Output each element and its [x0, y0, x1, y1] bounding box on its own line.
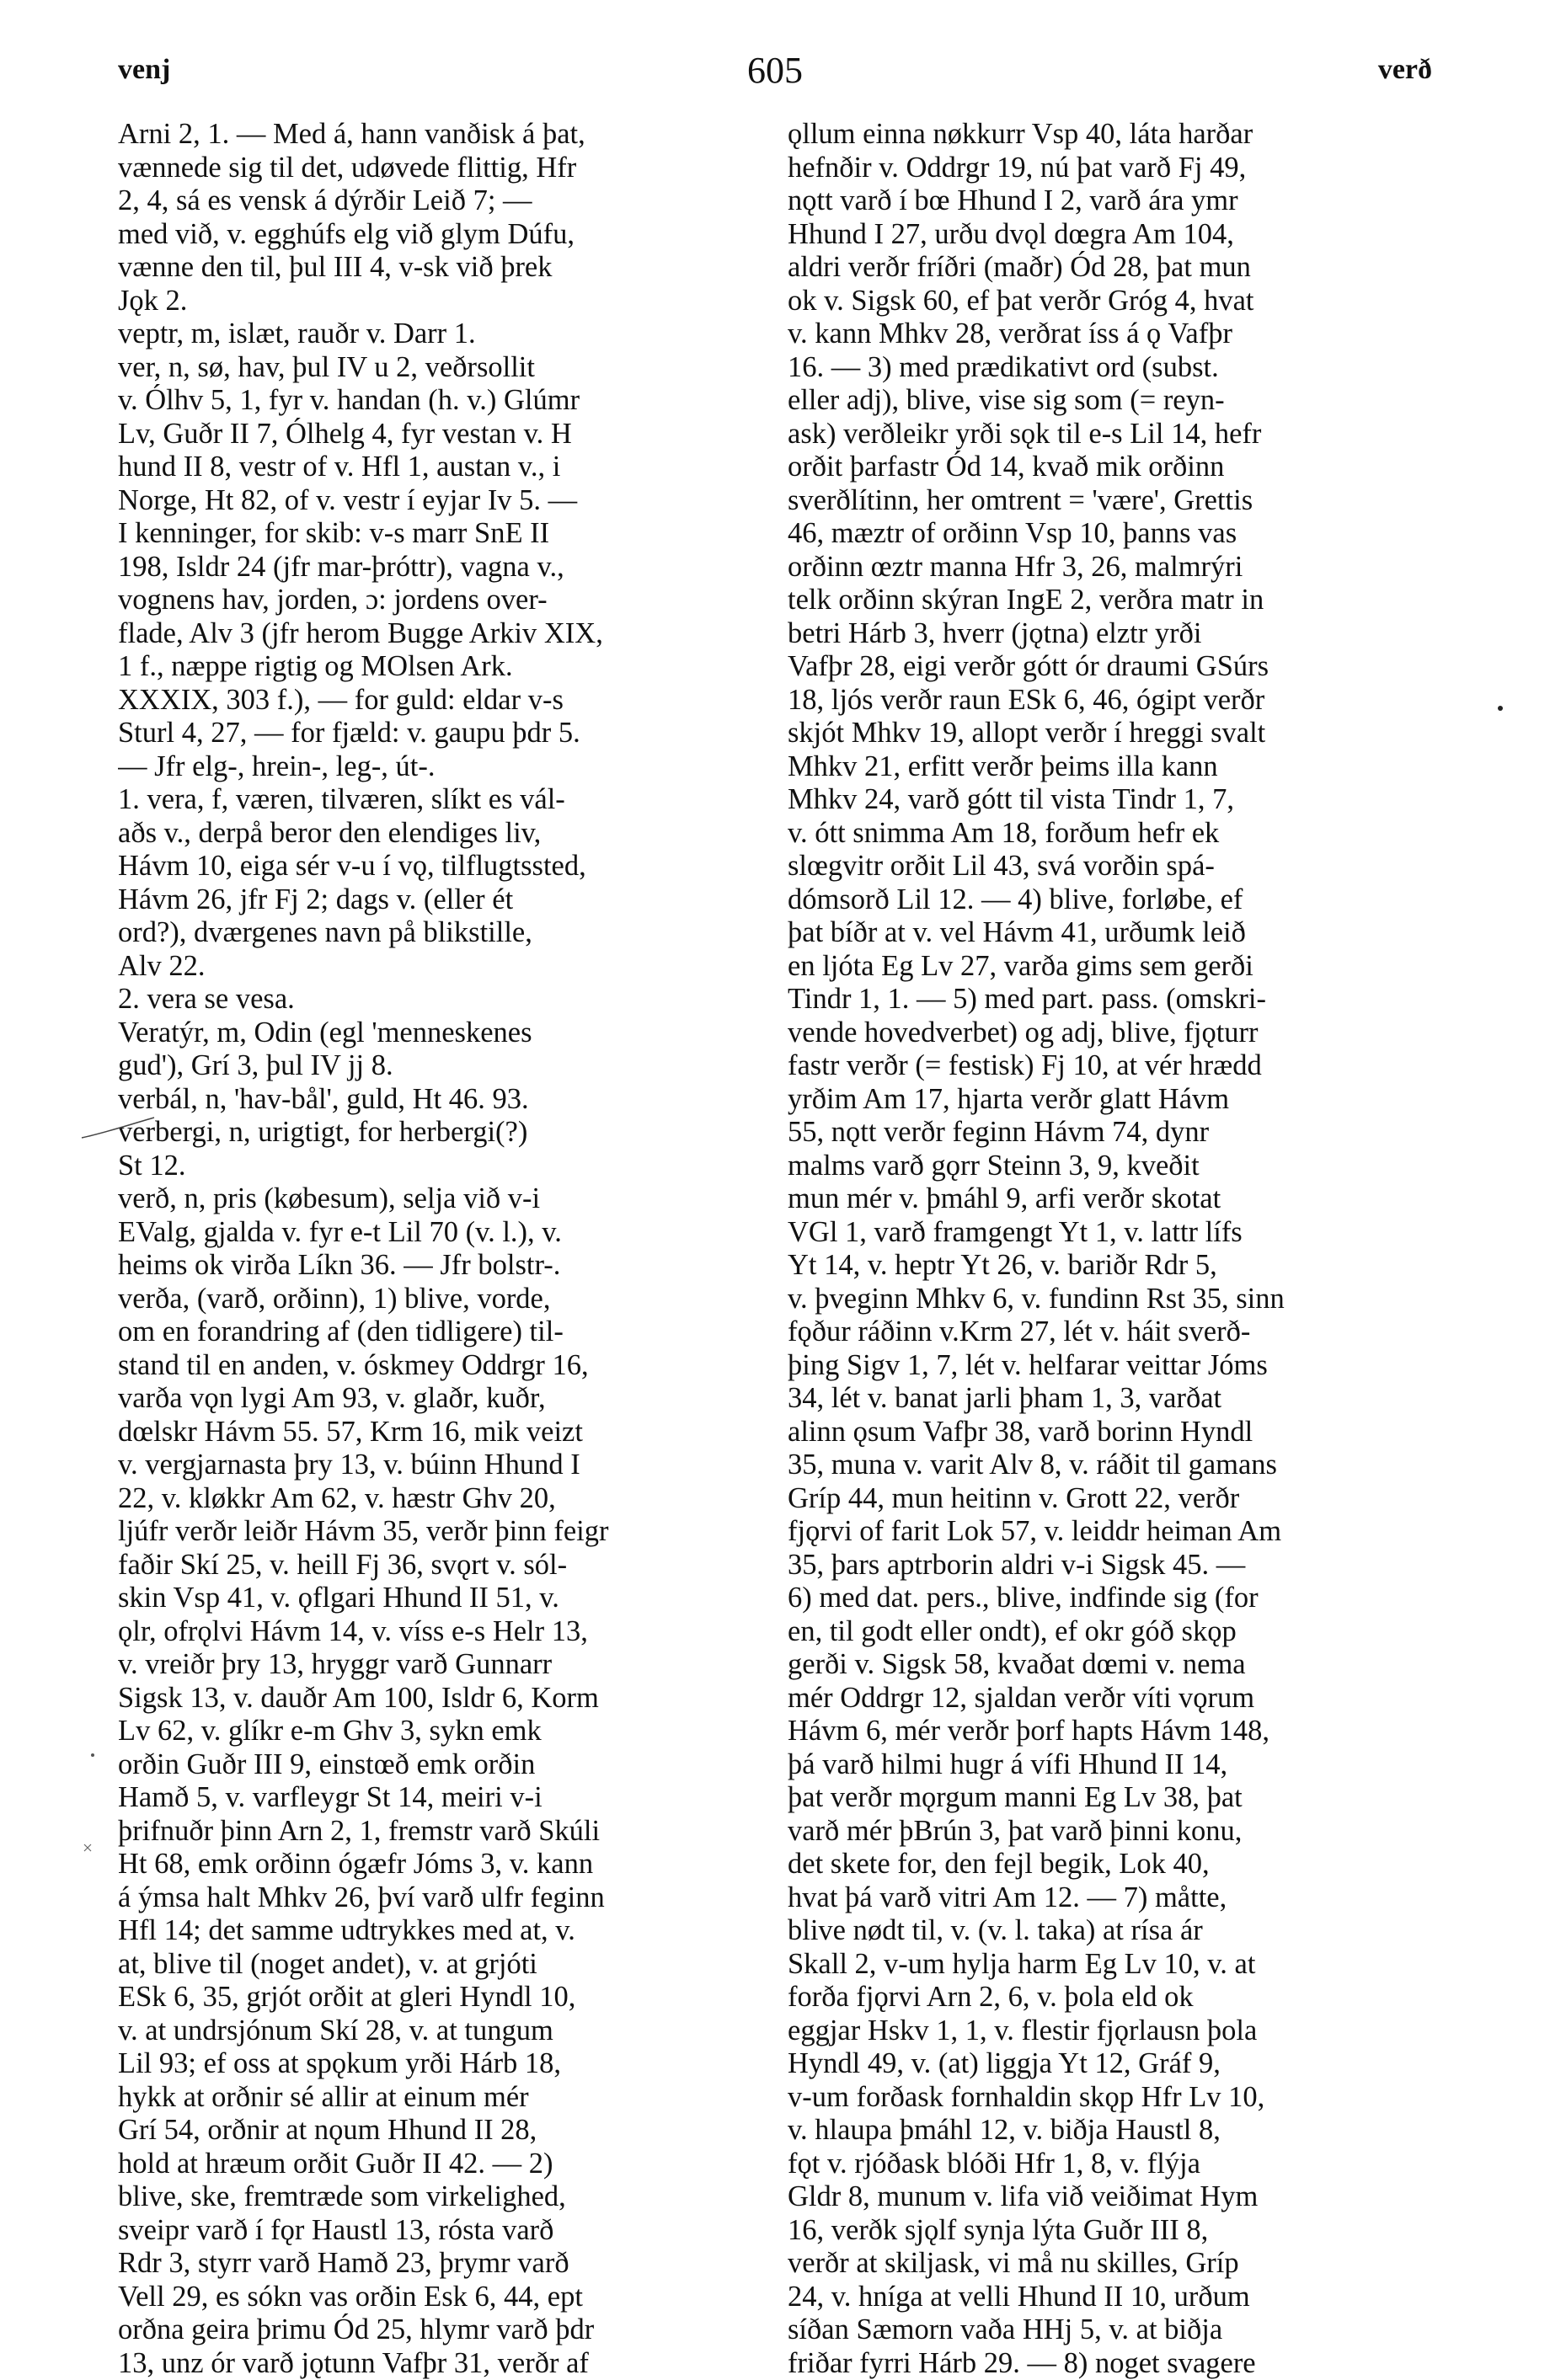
text-line: ljúfr verðr leiðr Hávm 35, verðr þinn feigr [118, 1515, 762, 1549]
text-line: Rdr 3, styrr varð Hamð 23, þrymr varð [118, 2247, 762, 2281]
text-line: Yt 14, v. heptr Yt 26, v. bariðr Rdr 5, [788, 1249, 1432, 1283]
text-line: Sigsk 13, v. dauðr Am 100, Isldr 6, Korm [118, 1682, 762, 1716]
text-line: v. hlaupa þmáhl 12, v. biðja Haustl 8, [788, 2114, 1432, 2148]
text-line: EValg, gjalda v. fyr e-t Lil 70 (v. l.), v. [118, 1216, 762, 1250]
text-line: veptr, m, islæt, rauðr v. Darr 1. [118, 318, 762, 351]
text-line: Lil 93; ef oss at spǫkum yrði Hárb 18, [118, 2047, 762, 2081]
text-line: fǫður ráðinn v.Krm 27, lét v. háit sverð- [788, 1315, 1432, 1349]
text-line: dœlskr Hávm 55. 57, Krm 16, mik veizt [118, 1416, 762, 1449]
text-line: fastr verðr (= festisk) Fj 10, at vér hrædd [788, 1049, 1432, 1083]
text-line: v-um forðask fornhaldin skǫp Hfr Lv 10, [788, 2081, 1432, 2115]
text-line: faðir Skí 25, v. heill Fj 36, svǫrt v. sól- [118, 1549, 762, 1582]
text-line: 16, verðk sjǫlf synja lýta Guðr III 8, [788, 2214, 1432, 2248]
margin-mark-left-2 [83, 1843, 93, 1853]
text-line: 2. vera se vesa. [118, 983, 762, 1017]
text-line: 13, unz ór varð jǫtunn Vafþr 31, verðr af [118, 2347, 762, 2380]
text-line: blive nødt til, v. (v. l. taka) at rísa ár [788, 1914, 1432, 1948]
text-line: verð, n, pris (købesum), selja við v-i [118, 1182, 762, 1216]
text-line: malms varð gǫrr Steinn 3, 9, kveðit [788, 1150, 1432, 1183]
text-line: v. Ólhv 5, 1, fyr v. handan (h. v.) Glúmr [118, 384, 762, 418]
text-line: Skall 2, v-um hylja harm Eg Lv 10, v. at [788, 1948, 1432, 1982]
text-line: mun mér v. þmáhl 9, arfi verðr skotat [788, 1182, 1432, 1216]
text-line: hold at hræum orðit Guðr II 42. — 2) [118, 2148, 762, 2181]
page-header [118, 49, 1432, 99]
text-line: 1 f., næppe rigtig og MOlsen Ark. [118, 650, 762, 684]
text-line: vende hovedverbet) og adj, blive, fjǫturr [788, 1017, 1432, 1050]
text-line: Mhkv 21, erfitt verðr þeims illa kann [788, 750, 1432, 784]
text-line: Lv, Guðr II 7, Ólhelg 4, fyr vestan v. H [118, 418, 762, 451]
text-line: 22, v. kløkkr Am 62, v. hæstr Ghv 20, [118, 1482, 762, 1516]
text-line: Grí 54, orðnir at nǫum Hhund II 28, [118, 2114, 762, 2148]
text-line: friðar fyrri Hárb 29. — 8) noget svagere [788, 2347, 1432, 2380]
text-line: nǫtt varð í bœ Hhund I 2, varð ára ymr [788, 184, 1432, 218]
text-line: hvat þá varð vitri Am 12. — 7) måtte, [788, 1881, 1432, 1915]
text-line: 24, v. hníga at velli Hhund II 10, urðum [788, 2281, 1432, 2314]
text-line: at, blive til (noget andet), v. at grjóti [118, 1948, 762, 1982]
text-line: stand til en anden, v. óskmey Oddrgr 16, [118, 1349, 762, 1383]
text-line: 55, nǫtt verðr feginn Hávm 74, dynr [788, 1116, 1432, 1150]
text-line: vænnede sig til det, udøvede flittig, Hfr [118, 152, 762, 185]
text-line: verbergi, n, urigtigt, for herbergi(?) [118, 1116, 762, 1150]
text-line: hund II 8, vestr of v. Hfl 1, austan v., i [118, 451, 762, 484]
page-number: 605 [118, 49, 1432, 92]
text-line: varða vǫn lygi Am 93, v. glaðr, kuðr, [118, 1382, 762, 1416]
text-line: eggjar Hskv 1, 1, v. flestir fjǫrlausn þola [788, 2014, 1432, 2048]
text-line: fjǫrvi of farit Lok 57, v. leiddr heiman Am [788, 1515, 1432, 1549]
text-line: heims ok virða Líkn 36. — Jfr bolstr-. [118, 1249, 762, 1283]
text-line: ok v. Sigsk 60, ef þat verðr Gróg 4, hvat [788, 285, 1432, 318]
text-line: orðit þarfastr Ód 14, kvað mik orðinn [788, 451, 1432, 484]
text-line: Veratýr, m, Odin (egl 'menneskenes [118, 1017, 762, 1050]
text-line: VGl 1, varð framgengt Yt 1, v. lattr lífs [788, 1216, 1432, 1250]
text-line: Tindr 1, 1. — 5) med part. pass. (omskri- [788, 983, 1432, 1017]
text-line: aldri verðr fríðri (maðr) Ód 28, þat mun [788, 251, 1432, 285]
text-line: Gríp 44, mun heitinn v. Grott 22, verðr [788, 1482, 1432, 1516]
text-line: yrðim Am 17, hjarta verðr glatt Hávm [788, 1083, 1432, 1117]
text-line: Norge, Ht 82, of v. vestr í eyjar Iv 5. — [118, 484, 762, 518]
text-line: gerði v. Sigsk 58, kvaðat dœmi v. nema [788, 1648, 1432, 1682]
text-line: — Jfr elg-, hrein-, leg-, út-. [118, 750, 762, 784]
text-line: 16. — 3) med prædikativt ord (subst. [788, 351, 1432, 385]
text-line: varð mér þBrún 3, þat varð þinni konu, [788, 1815, 1432, 1849]
text-line: orðin Guðr III 9, einstœð emk orðin [118, 1748, 762, 1782]
text-line: telk orðinn skýran IngE 2, verðra matr in [788, 584, 1432, 617]
text-line: Vafþr 28, eigi verðr gótt ór draumi GSúrs [788, 650, 1432, 684]
text-line: ESk 6, 35, grjót orðit at gleri Hyndl 10, [118, 1981, 762, 2014]
text-line: verbál, n, 'hav-bål', guld, Ht 46. 93. [118, 1083, 762, 1117]
text-line: Jǫk 2. [118, 285, 762, 318]
text-line: Vell 29, es sókn vas orðin Esk 6, 44, ept [118, 2281, 762, 2314]
text-line: sverðlítinn, her omtrent = 'være', Grettis [788, 484, 1432, 518]
text-line: blive, ske, fremtræde som virkelighed, [118, 2180, 762, 2214]
text-line: XXXIX, 303 f.), — for guld: eldar v-s [118, 684, 762, 718]
text-line: Arni 2, 1. — Med á, hann vanðisk á þat, [118, 118, 762, 152]
text-line: ǫlr, ofrǫlvi Hávm 14, v. víss e-s Helr 13, [118, 1615, 762, 1649]
text-line: þat verðr mǫrgum manni Eg Lv 38, þat [788, 1781, 1432, 1815]
margin-dot-right [1496, 704, 1505, 712]
text-line: 6) med dat. pers., blive, indfinde sig (for [788, 1582, 1432, 1615]
text-line: á ýmsa halt Mhkv 26, því varð ulfr feginn [118, 1881, 762, 1915]
text-line: hykk at orðnir sé allir at einum mér [118, 2081, 762, 2115]
text-line: v. kann Mhkv 28, verðrat íss á ǫ Vafþr [788, 318, 1432, 351]
text-line: ord?), dværgenes navn på blikstille, [118, 916, 762, 950]
text-line: vænne den til, þul III 4, v-sk við þrek [118, 251, 762, 285]
text-line: hefnðir v. Oddrgr 19, nú þat varð Fj 49, [788, 152, 1432, 185]
margin-dot-left-1 [89, 1752, 96, 1758]
text-line: síðan Sæmorn vaða HHj 5, v. at biðja [788, 2313, 1432, 2347]
text-line: ask) verðleikr yrði sǫk til e-s Lil 14, hefr [788, 418, 1432, 451]
text-line: sveipr varð í fǫr Haustl 13, rósta varð [118, 2214, 762, 2248]
right-column [788, 118, 1432, 2380]
header-first-word: venj [118, 54, 170, 86]
text-line: om en forandring af (den tidligere) til- [118, 1315, 762, 1349]
text-line: en ljóta Eg Lv 27, varða gims sem gerði [788, 950, 1432, 984]
text-line: Hfl 14; det samme udtrykkes med at, v. [118, 1914, 762, 1948]
text-line: vognens hav, jorden, ɔ: jordens over- [118, 584, 762, 617]
text-line: verðr at skiljask, vi må nu skilles, Gríp [788, 2247, 1432, 2281]
text-line: Mhkv 24, varð gótt til vista Tindr 1, 7, [788, 783, 1432, 817]
text-line: Alv 22. [118, 950, 762, 984]
text-line: betri Hárb 3, hverr (jǫtna) elztr yrði [788, 617, 1432, 651]
text-line: 34, lét v. banat jarli þham 1, 3, varðat [788, 1382, 1432, 1416]
text-line: aðs v., derpå beror den elendiges liv, [118, 817, 762, 851]
text-line: v. at undrsjónum Skí 28, v. at tungum [118, 2014, 762, 2048]
text-line: Hávm 6, mér verðr þorf hapts Hávm 148, [788, 1715, 1432, 1748]
text-line: forða fjǫrvi Arn 2, 6, v. þola eld ok [788, 1981, 1432, 2014]
text-line: verða, (varð, orðinn), 1) blive, vorde, [118, 1283, 762, 1316]
text-line: ver, n, sø, hav, þul IV u 2, veðrsollit [118, 351, 762, 385]
text-line: med við, v. egghúfs elg við glym Dúfu, [118, 218, 762, 252]
text-line: 35, muna v. varit Alv 8, v. ráðit til gamans [788, 1449, 1432, 1482]
text-line: 2, 4, sá es vensk á dýrðir Leið 7; — [118, 184, 762, 218]
text-line: Hyndl 49, v. (at) liggja Yt 12, Gráf 9, [788, 2047, 1432, 2081]
text-line: þing Sigv 1, 7, lét v. helfarar veittar Jóms [788, 1349, 1432, 1383]
text-line: Hhund I 27, urðu dvǫl dœgra Am 104, [788, 218, 1432, 252]
text-line: gud'), Grí 3, þul IV jj 8. [118, 1049, 762, 1083]
left-column [118, 118, 762, 2380]
text-line: mér Oddrgr 12, sjaldan verðr víti vǫrum [788, 1682, 1432, 1716]
text-line: v. vergjarnasta þry 13, v. búinn Hhund I [118, 1449, 762, 1482]
text-line: Hamð 5, v. varfleygr St 14, meiri v-i [118, 1781, 762, 1815]
text-line: flade, Alv 3 (jfr herom Bugge Arkiv XIX, [118, 617, 762, 651]
text-line: det skete for, den fejl begik, Lok 40, [788, 1848, 1432, 1881]
text-line: Lv 62, v. glíkr e-m Ghv 3, sykn emk [118, 1715, 762, 1748]
text-line: en, til godt eller ondt), ef okr góð skǫp [788, 1615, 1432, 1649]
margin-pencil-stroke [80, 1116, 156, 1141]
text-line: þá varð hilmi hugr á vífi Hhund II 14, [788, 1748, 1432, 1782]
text-line: 46, mæztr of orðinn Vsp 10, þanns vas [788, 517, 1432, 551]
text-line: v. vreiðr þry 13, hryggr varð Gunnarr [118, 1648, 762, 1682]
text-line: orðinn œztr manna Hfr 3, 26, malmrýri [788, 551, 1432, 584]
text-line: orðna geira þrimu Ód 25, hlymr varð þdr [118, 2313, 762, 2347]
text-line: 35, þars aptrborin aldri v-i Sigsk 45. — [788, 1549, 1432, 1582]
text-line: ǫllum einna nøkkurr Vsp 40, láta harðar [788, 118, 1432, 152]
text-line: 18, ljós verðr raun ESk 6, 46, ógipt verðr [788, 684, 1432, 718]
text-line: Ht 68, emk orðinn ógæfr Jóms 3, v. kann [118, 1848, 762, 1881]
text-line: I kenninger, for skib: v-s marr SnE II [118, 517, 762, 551]
text-line: St 12. [118, 1150, 762, 1183]
text-line: slœgvitr orðit Lil 43, svá vorðin spá- [788, 850, 1432, 883]
text-line: 1. vera, f, væren, tilværen, slíkt es vál- [118, 783, 762, 817]
text-line: Sturl 4, 27, — for fjæld: v. gaupu þdr 5. [118, 717, 762, 750]
text-line: Gldr 8, munum v. lifa við veiðimat Hym [788, 2180, 1432, 2214]
text-line: eller adj), blive, vise sig som (= reyn- [788, 384, 1432, 418]
text-line: skjót Mhkv 19, allopt verðr í hreggi svalt [788, 717, 1432, 750]
header-last-word: verð [1378, 54, 1432, 86]
text-line: 198, Isldr 24 (jfr mar-þróttr), vagna v., [118, 551, 762, 584]
text-line: þrifnuðr þinn Arn 2, 1, fremstr varð Skúli [118, 1815, 762, 1849]
text-line: v. þveginn Mhkv 6, v. fundinn Rst 35, sinn [788, 1283, 1432, 1316]
text-line: dómsorð Lil 12. — 4) blive, forløbe, ef [788, 883, 1432, 917]
text-line: alinn ǫsum Vafþr 38, varð borinn Hyndl [788, 1416, 1432, 1449]
text-line: fǫt v. rjóðask blóði Hfr 1, 8, v. flýja [788, 2148, 1432, 2181]
text-line: Hávm 26, jfr Fj 2; dags v. (eller ét [118, 883, 762, 917]
text-line: Hávm 10, eiga sér v-u í vǫ, tilflugtssted, [118, 850, 762, 883]
text-line: v. ótt snimma Am 18, forðum hefr ek [788, 817, 1432, 851]
text-line: þat bíðr at v. vel Hávm 41, urðumk leið [788, 916, 1432, 950]
text-line: skin Vsp 41, v. ǫflgari Hhund II 51, v. [118, 1582, 762, 1615]
